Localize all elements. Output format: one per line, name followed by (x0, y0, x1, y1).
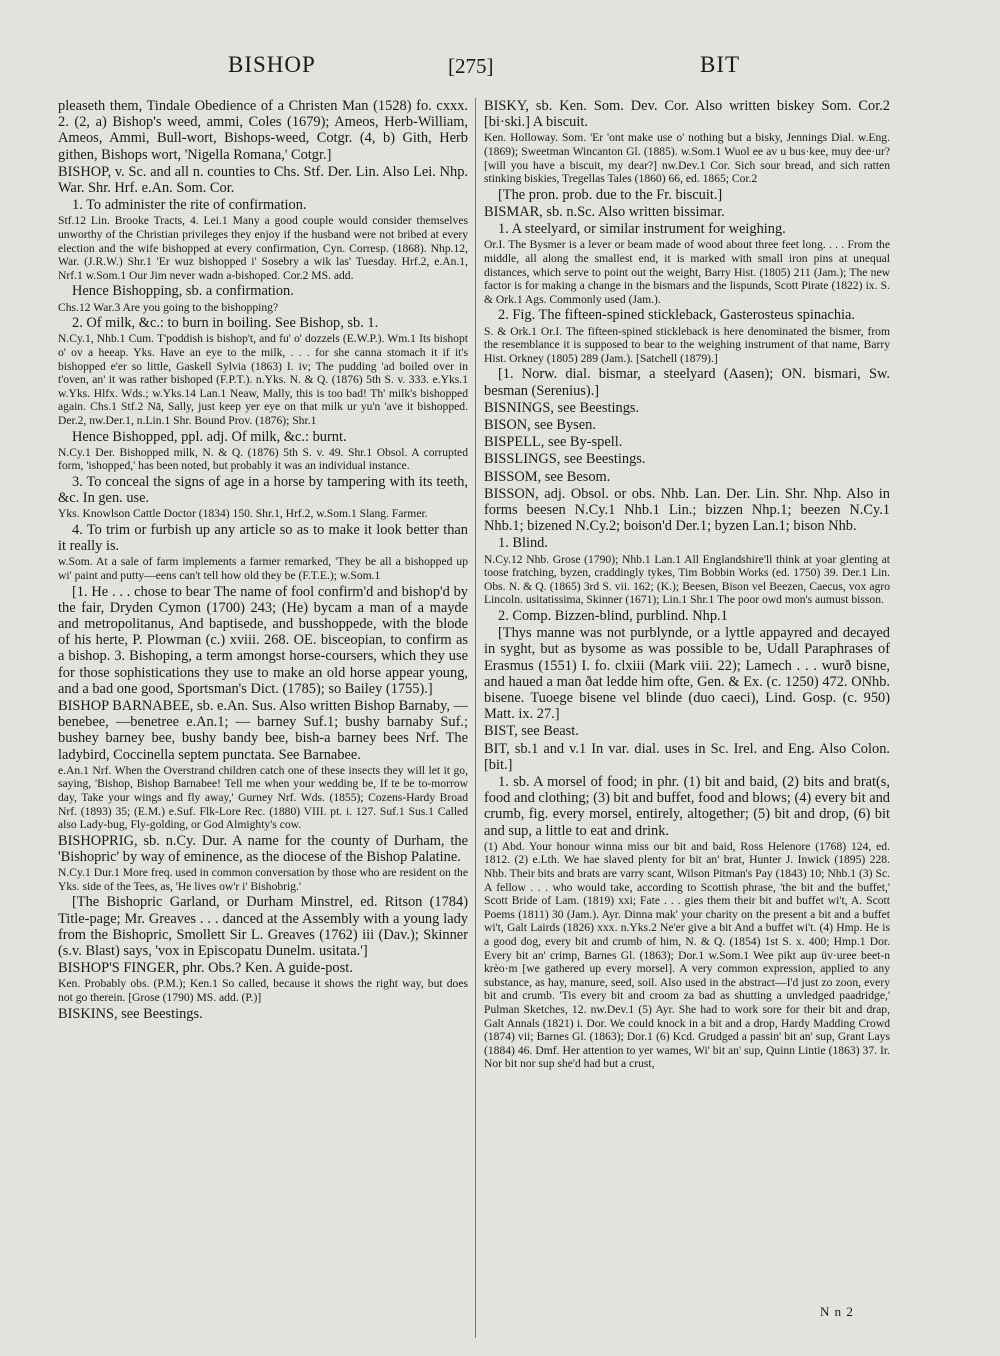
entry-paragraph: [The Bishopric Garland, or Durham Minstrel, ed. Ritson (1784) Title-page; Mr. Greaves . . . danced at the Assembly with a young lady from the Bishopric, Smollett Sir L. Greaves (1762) iii (Dav.); Skinner (s.v. Blast) says, 'vox in Episcopatu Dunelm. usitata.'] (58, 894, 468, 959)
entry-paragraph: BISON, see Bysen. (484, 416, 596, 433)
right-column (484, 98, 890, 1338)
entry-paragraph: BISSOM, see Besom. (484, 468, 611, 485)
left-column (58, 98, 468, 1338)
entry-paragraph: BISHOP, v. Sc. and all n. counties to Chs. Stf. Der. Lin. Also Lei. Nhp. War. Shr. Hrf. e.An. Som. Cor. (58, 163, 468, 197)
entry-paragraph: BISSLINGS, see Beestings. (484, 451, 646, 468)
entry-paragraph: Ken. Probably obs. (P.M.); Ken.1 So called, because it shows the right way, but does not go therein. [Grose (1790) MS. add. (P.)] (58, 977, 468, 1004)
entry-paragraph: pleaseth them, Tindale Obedience of a Christen Man (1528) fo. cxxx. 2. (2, a) Bishop's weed, ammi, Coles (1679); Ameos, Herb-William, Ameos, Ammi, Bull-wort, Bishops-weed, Cotgr. (4, b) Gith, Herb githen, Bishops wort, 'Nigella Romana,' Cotgr.] (58, 98, 468, 163)
entry-paragraph: [Thys manne was not purblynde, or a lyttle appayred and decayed in syght, but as bysome as was possible to be, Udall Paraphrases of Erasmus (1551) I. fo. clxiii (Mark viii. 22); Lamech . . . wurð bisne, and haued a man ðat ledde him ofte, Gen. & Ex. (c. 1250) 472. ONhb. bisene. Tuoege bisene vel blinde (duo caeci), Lind. Gosp. (c. 950) Matt. ix. 27.] (484, 625, 890, 723)
entry-paragraph: BISKY, sb. Ken. Som. Dev. Cor. Also written biskey Som. Cor.2 [bi·ski.] A biscuit. (484, 98, 890, 131)
entry-paragraph: N.Cy.1 Dur.1 More freq. used in common conversation by those who are resident on the Yks. side of the Tees, as, 'He lives ow'r i' Bishobrig.' (58, 866, 468, 893)
entry-paragraph: BISKINS, see Beestings. (58, 1005, 203, 1022)
entry-paragraph: 2. Of milk, &c.: to burn in boiling. See Bishop, sb. 1. (72, 315, 379, 332)
entry-paragraph: [1. Norw. dial. bismar, a steelyard (Aasen); ON. bismari, Sw. besman (Serenius).] (484, 366, 890, 399)
entry-paragraph: Ken. Holloway. Som. 'Er 'ont make use o' nothing but a bisky, Jennings Dial. w.Eng. (1869); Sweetman Wincanton Gl. (1885). w.Som.1 Wuol ee av u bus·kee, muy dee·ur? [will you have a biscuit, my dear?] nw.Dev.1 Cor. Sich sour bread, and sich ratten stinking biskies, Tregellas Tales (1860) 66, ed. 1865; Cor.2 (484, 131, 890, 186)
entry-paragraph: BISSON, adj. Obsol. or obs. Nhb. Lan. Der. Lin. Shr. Nhp. Also in forms beesen N.Cy.1 Nhb.1 Lin.; bizzen Nhp.1; beezen N.Cy.1 Nhb.1; bizened N.Cy.2; boison'd Der.1; byzen Lan.1; bison Nhb. (484, 485, 890, 535)
column-rule (475, 98, 476, 1338)
entry-paragraph: N.Cy.1, Nhb.1 Cum. T'poddish is bishop't, and fu' o' dozzels (E.W.P.). Wm.1 Its bishopt o' ov a heeap. Yks. Have an eye to the milk, . . . for she canna stomach it if it's bishopped e'er so little, Gaskell Sylvia (1863) I. iv; The pudding 'ad boiled over in t'oven, an' it was rather bishoped (F.P.T.). n.Yks. N. & Q. (1876) 5th S. v. 333. e.Yks.1 w.Yks. Hlfx. Wds.; w.Yks.14 Lan.1 Neaw, Mally, this is too bad! Th' milk's bishopped again. Chs.1 Stf.2 Nā, Sally, just keep yer eye on that milk ur yu'n 'ave it bishopped. Der.2, nw.Der.1, n.Lin.1 Shr. Bound Prov. (1876); Shr.1 (58, 332, 468, 427)
entry-paragraph: (1) Abd. Your honour winna miss our bit and baid, Ross Helenore (1768) 124, ed. 1812. (2) e.Lth. We hae slaved plenty for bit an' brat, Hunter J. Inwick (1895) 228. Nhb. Their bits and brats are varry scant, Wilson Pitman's Pay (1843) 10; Nhb.1 (3) Sc. A fellow . . . who would take, according to Scottish phrase, 'the bit and the buffet,' Scott Bride of Lam. (1819) xxi; Fate . . . gies them their bit and buffet wi't, A. Scott Poems (1811) 30 (Jam.). Ayr. Dinna mak' your charity on the present a bit and a buffet wi't, Galt Lairds (1826) xxx. n.Yks.2 Ne'er give a bit And a buffet wi't. (4) Hmp. He is a good dog, every bit and crumb of him, N. & Q. (1854) 1st S. x. 400; Hmp.1 Dor. Every bit an' crimp, Barnes Gl. (1863); Dor.1 w.Som.1 Wee pikt aup üv·uree beet-n krèo·m [we gathered up every morsel]. A very common expression, applied to any substance, as hay, manure, seed, soil. Also used in the abstract—I'd just zo zoon, every bit and crumb. 'Tis every bit and croom za bad as shutting a unvledged paadridge,' Pulman Sketches, 12. nw.Dev.1 (5) Ayr. She had to work sore for their bit and drap, Galt Annals (1821) i. Dor. We could knock in a bit and a drop, Hardy Madding Crowd (1874) vii; Barnes Gl. (1863); Dor.1 (6) Kcd. Grudged a passin' bit an' sup, Grant Lays (1884) 46. Dmf. Her attention to yer wames, Wi' bit an' sup, Quinn Lintie (1863) 37. Ir. Nor bit nor sup she'd had but a crust, (484, 839, 890, 1071)
entry-paragraph: 2. Fig. The fifteen-spined stickleback, Gasterosteus spinachia. (498, 307, 856, 324)
entry-paragraph: S. & Ork.1 Or.I. The fifteen-spined stickleback is here denominated the bismer, from the resemblance it is supposed to bear to the weighing instrument of that name, Barry Hist. Orkney (1805) 289 (Jam.). [Satchell (1879).] (484, 324, 890, 365)
page-number: [275] (448, 54, 494, 78)
entry-paragraph: N.Cy.12 Nhb. Grose (1790); Nhb.1 Lan.1 All Englandshire'll think at yoar glenting at toose fratching, byzen, craddingly tykes, Tim Bobbin Works (ed. 1750) 39. Der.1 Lin. Obs. N. & Q. (1865) 3rd S. vii. 162; (K.); Beesen, Bison vel Beezen, Caecus, vox agro Lincoln. usitatissima, Skinner (1671); Lin.1 Shr.1 The poor owd mon's aumust bisson. (484, 552, 890, 607)
running-head (0, 52, 1000, 92)
entry-paragraph: 1. Blind. (498, 535, 548, 552)
entry-paragraph: Or.I. The Bysmer is a lever or beam made of wood about three feet long. . . . From the middle, all along the smallest end, it is marked with small iron pins at unequal distances, which serve to point out the weight, Barry Hist. (1805) 211 (Jam.); The new factor is for making a change in the bismars and the lispunds, Scott Pirate (1822) ix. S. & Ork.1 Ags. Commonly used (Jam.). (484, 238, 890, 306)
entry-paragraph: BISHOPRIG, sb. n.Cy. Dur. A name for the county of Durham, the 'Bishopric' by way of eminence, as the diocese of the Bishop Palatine. (58, 832, 468, 865)
entry-paragraph: Hence Bishopped, ppl. adj. Of milk, &c.: burnt. (72, 428, 347, 445)
entry-paragraph: 1. To administer the rite of confirmation. (72, 197, 307, 214)
entry-paragraph: Chs.12 War.3 Are you going to the bishopping? (58, 300, 279, 314)
entry-paragraph: BISHOP BARNABEE, sb. e.An. Sus. Also written Bishop Barnaby, —benebee, —benetree e.An.1; — barney Suf.1; bushy barnaby Suf.; bushey barney bee, bushy bandy bee, bish-a barney bees Nrf. The ladybird, Coccinella septem punctata. See Barnabee. (58, 697, 468, 763)
entry-paragraph: 4. To trim or furbish up any article so as to make it look better than it really is. (58, 521, 468, 555)
entry-paragraph: w.Som. At a sale of farm implements a farmer remarked, 'They be all a bishopped up wi' paint and putty—eens can't tell how old they be (F.T.E.); w.Som.1 (58, 555, 468, 582)
entry-paragraph: BISPELL, see By-spell. (484, 434, 623, 451)
entry-paragraph: [The pron. prob. due to the Fr. biscuit.] (498, 186, 723, 203)
entry-paragraph: Hence Bishopping, sb. a confirmation. (72, 283, 294, 300)
entry-paragraph: BISHOP'S FINGER, phr. Obs.? Ken. A guide-post. (58, 960, 353, 977)
entry-paragraph: 1. A steelyard, or similar instrument for weighing. (498, 221, 786, 238)
entry-paragraph: BIST, see Beast. (484, 723, 579, 740)
entry-paragraph: 3. To conceal the signs of age in a horse by tampering with its teeth, &c. In gen. use. (58, 473, 468, 507)
entry-paragraph: BISNINGS, see Beestings. (484, 399, 640, 416)
entry-paragraph: e.An.1 Nrf. When the Overstrand children catch one of these insects they will let it go, saying, 'Bishop, Bishop Barnabee! Tell me when your wedding be, If te be to-morrow day, Take your wings and fly away,' Gurney Nrf. Wds. (1855); Cozens-Hardy Broad Nrf. (1893) 35; (E.M.) e.Suf. Flk-Lore Rec. (1880) VIII. pt. i. 127. Suf.1 Sus.1 Called also Lady-bug, Fly-golding, or God Almighty's cow. (58, 763, 468, 832)
signature-mark: N n 2 (820, 1304, 854, 1319)
entry-paragraph: BISMAR, sb. n.Sc. Also written bissimar. (484, 203, 725, 220)
entry-paragraph: [1. He . . . chose to bear The name of fool confirm'd and bishop'd by the fair, Dryden Cymon (1700) 243; (He) bycam a man of a mayde and metropolitanus, And baptisede, and busshoppede, with the blode of his herte, P. Plowman (c.) xviii. 268. OE. bisceopian, to confirm as a bishop. 3. Bishoping, a term amongst horse-coursers, which they use for those sophistications they use to make an old horse appear young, and a bad one good, Sportsman's Dict. (1785); so Bailey (1755).] (58, 583, 468, 697)
entry-paragraph: Stf.12 Lin. Brooke Tracts, 4. Lei.1 Many a good couple would consider themselves unworthy of the Christian privileges they enjoy if the husband were not bribed at every election and the wife bishopped at every confirmation, Cyn. Corresp. (1868). Nhp.12, War. (J.R.W.) Shr.1 'Er wuz bishopped i' Sosebry a wik las' Tuesday. Hrf.2, e.An.1, Nrf.1 w.Som.1 Our Jim never wadn a-bishoped. Cor.2 MS. add. (58, 214, 468, 282)
entry-paragraph: 1. sb. A morsel of food; in phr. (1) bit and baid, (2) bits and brat(s, food and clothing; (3) bit and buffet, food and blows; (4) every bit and crumb, fig. every morsel, entirely, altogether; (5) bit and drop, (6) bit and sup, a little to eat and drink. (484, 773, 890, 839)
entry-paragraph: N.Cy.1 Der. Bishopped milk, N. & Q. (1876) 5th S. v. 49. Shr.1 Obsol. A corrupted form, 'ishopped,' has been noted, but probably it was an individual instance. (58, 445, 468, 473)
left-headword: BISHOP (228, 52, 316, 77)
right-headword: BIT (700, 52, 741, 77)
entry-paragraph: Yks. Knowlson Cattle Doctor (1834) 150. Shr.1, Hrf.2, w.Som.1 Slang. Farmer. (58, 507, 428, 521)
entry-paragraph: BIT, sb.1 and v.1 In var. dial. uses in Sc. Irel. and Eng. Also Colon. [bit.] (484, 740, 890, 773)
entry-paragraph: 2. Comp. Bizzen-blind, purblind. Nhp.1 (498, 607, 728, 624)
